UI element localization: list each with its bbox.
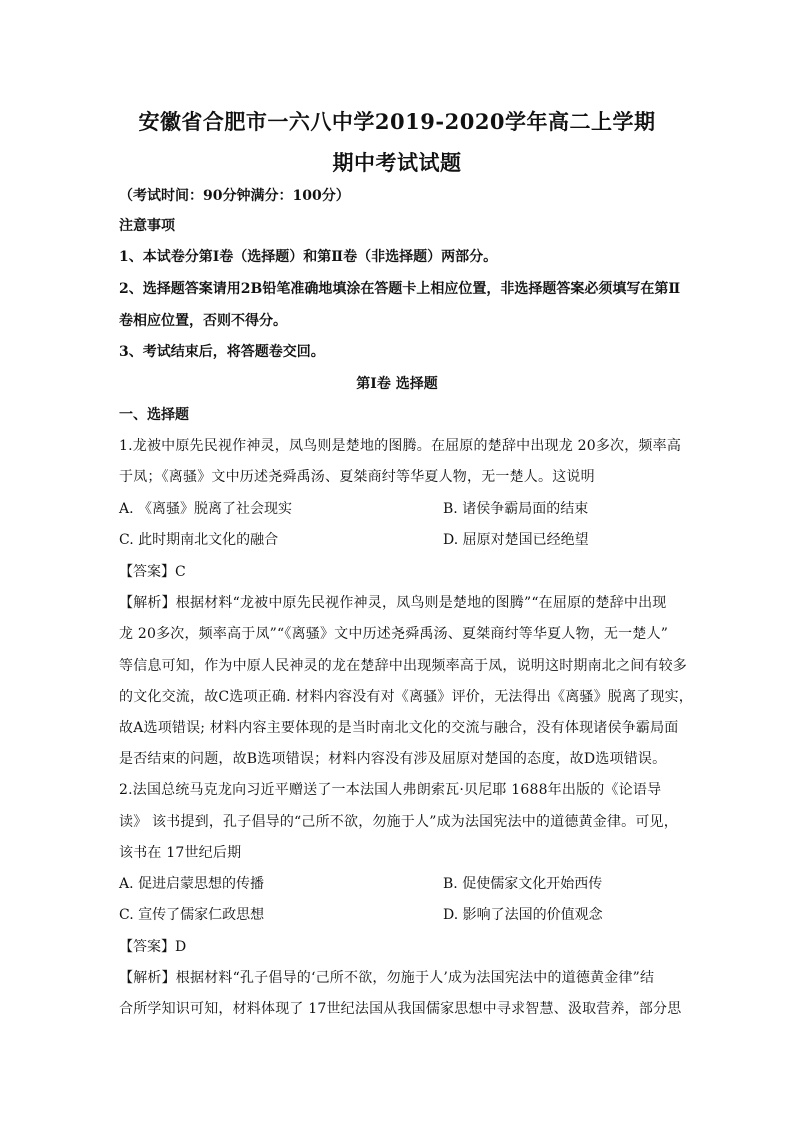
q1-analysis-line-5: 故A选项错误; 材料内容主要体现的是当时南北文化的交流与融合，没有体现诸侯争霸局面 [119,720,679,736]
q2-analysis-line-2: 合所学知识可知，材料体现了 17世纪法国从我国儒家思想中寻求智慧、汲取营养，部分思 [119,1001,682,1017]
volume-title: 第Ⅰ卷 选择题 [356,376,438,392]
notes-item-1: 1、本试卷分第Ⅰ卷（选择题）和第Ⅱ卷（非选择题）两部分。 [119,249,498,265]
q1-analysis-line-3: 等信息可知，作为中原人民神灵的龙在楚辞中出现频率高于凤，说明这时期南北之间有较多 [119,658,687,674]
exam-info: （考试时间：90分钟满分：100分） [119,188,350,204]
notes-item-2-line-2: 卷相应位置，否则不得分。 [119,313,287,329]
q2-stem-line-1: 2.法国总统马克龙向习近平赠送了一本法国人弗朗索瓦·贝尼耶 1688年出版的《论语导 [119,782,662,798]
q1-analysis-line-6: 是否结束的问题，故B选项错误；材料内容没有涉及屈原对楚国的态度，故D选项错误。 [119,751,667,767]
q1-option-d: D. 屈原对楚国已经绝望 [443,532,589,548]
q2-option-d: D. 影响了法国的价值观念 [443,907,603,923]
notes-heading: 注意事项 [119,218,175,234]
page-title: 安徽省合肥市一六八中学2019-2020学年高二上学期 [138,109,656,134]
q1-option-c: C. 此时期南北文化的融合 [119,532,279,548]
q2-answer: 【答案】D [119,939,187,955]
notes-item-2-line-1: 2、选择题答案请用2B铅笔准确地填涂在答题卡上相应位置，非选择题答案必须填写在第Ⅱ [119,281,681,297]
q1-stem-line-1: 1.龙被中原先民视作神灵，凤鸟则是楚地的图腾。在屈原的楚辞中出现龙 20多次，频率高 [119,438,682,454]
q2-option-b: B. 促使儒家文化开始西传 [443,876,603,892]
notes-item-3: 3、考试结束后，将答题卷交回。 [119,344,325,360]
q1-analysis-line-4: 的文化交流，故C选项正确. 材料内容没有对《离骚》评价，无法得出《离骚》脱离了现实， [119,689,694,705]
q1-answer: 【答案】C [119,564,186,580]
q1-option-b: B. 诸侯争霸局面的结束 [443,501,589,517]
q2-stem-line-2: 读》 该书提到，孔子倡导的“己所不欲，勿施于人”成为法国宪法中的道德黄金律。可见， [119,814,678,830]
q2-analysis-line-1: 【解析】根据材料“孔子倡导的‘己所不欲，勿施于人’成为法国宪法中的道德黄金律”结 [119,970,655,986]
q2-option-c: C. 宣传了儒家仁政思想 [119,907,265,923]
q1-option-a: A. 《离骚》脱离了社会现实 [119,501,293,517]
page-subtitle: 期中考试试题 [332,150,462,175]
q1-stem-line-2: 于凤；《离骚》文中历述尧舜禹汤、夏桀商纣等华夏人物，无一楚人。这说明 [119,469,595,485]
q1-analysis-line-2: 龙 20多次，频率高于凤”“《离骚》文中历述尧舜禹汤、夏桀商纣等华夏人物，无一楚人” [119,626,669,642]
q1-analysis-line-1: 【解析】根据材料“龙被中原先民视作神灵，凤鸟则是楚地的图腾”“在屈原的楚辞中出现 [119,595,667,611]
q2-option-a: A. 促进启蒙思想的传播 [119,876,265,892]
q2-stem-line-3: 该书在 17世纪后期 [119,845,242,861]
part-title: 一、选择题 [119,407,189,423]
